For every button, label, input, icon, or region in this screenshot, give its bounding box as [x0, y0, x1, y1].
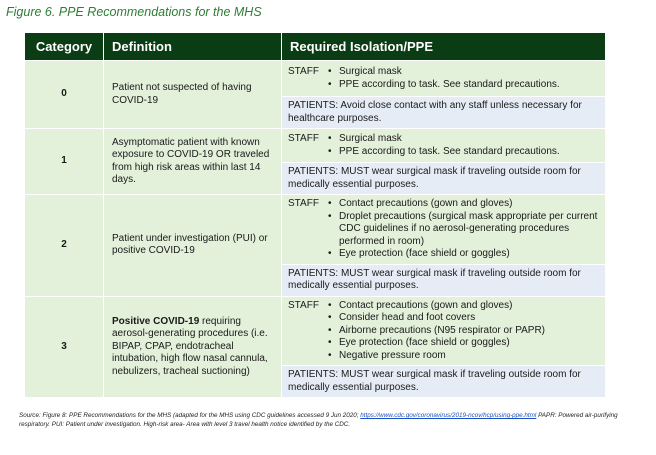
definition-text: requiring aerosol-generating procedures (i.e. BIPAP, CPAP, endotracheal intubation, high flow nasal cannula, nebulizers, tracheal suctioning) [112, 315, 268, 377]
source-prefix: Source: Figure 8: PPE Recommendations for the MHS (adapted for the MHS using CDC guidelines accessed 9 Jun 2020; [19, 412, 361, 419]
figure-title: Figure 6. PPE Recommendations for the MHS [6, 5, 262, 19]
staff-list-item: • Contact precautions (gown and gloves) [328, 198, 599, 211]
staff-list-item: • Airborne precautions (N95 respirator or PAPR) [328, 325, 599, 338]
staff-list-item: • Contact precautions (gown and gloves) [328, 300, 599, 313]
header-isolation: Required Isolation/PPE [282, 33, 606, 61]
table-body [25, 61, 606, 398]
patients-cell: PATIENTS: MUST wear surgical mask if traveling outside room for medically essential purposes. [282, 264, 606, 296]
table-row [25, 129, 606, 163]
header-category: Category [25, 33, 104, 61]
table-row [25, 296, 606, 366]
source-link[interactable]: https://www.cdc.gov/coronavirus/2019-ncov/hcp/using-ppe.html [360, 412, 537, 419]
staff-cell [282, 296, 606, 366]
staff-cell [282, 61, 606, 97]
staff-list [328, 300, 599, 363]
staff-cell [282, 129, 606, 163]
definition-text: Asymptomatic patient with known exposure to COVID-19 OR traveled from high risk areas within last 14 days. [112, 136, 270, 185]
staff-label: STAFF [288, 299, 319, 311]
category-cell: 1 [25, 129, 104, 195]
definition-text: Patient not suspected of having COVID-19 [112, 82, 252, 106]
staff-label: STAFF [288, 133, 319, 144]
table-row [25, 61, 606, 97]
staff-list-item: • Eye protection (face shield or goggles) [328, 337, 599, 350]
definition-text: Patient under investigation (PUI) or positive COVID-19 [112, 232, 268, 257]
ppe-table [24, 32, 606, 398]
staff-list-item: • Negative pressure room [328, 350, 599, 363]
staff-list-item: • PPE according to task. See standard precautions. [328, 146, 599, 159]
category-cell: 3 [25, 296, 104, 398]
header-definition: Definition [104, 33, 282, 61]
staff-list [328, 198, 599, 261]
staff-list-item: • Surgical mask [328, 133, 599, 146]
patients-cell: PATIENTS: MUST wear surgical mask if traveling outside room for medically essential purposes. [282, 366, 606, 398]
patients-cell: PATIENTS: MUST wear surgical mask if traveling outside room for medically essential purposes. [282, 163, 606, 195]
table-header-row [25, 33, 606, 61]
source-suffix: PAPR: Powered air-purifying respiratory. PUI: Patient under investigation. High-risk area- Area with level 3 travel health notice identified by the CDC. [19, 412, 618, 428]
table-row [25, 195, 606, 265]
staff-cell [282, 195, 606, 265]
definition-cell [104, 129, 282, 195]
staff-list [328, 66, 599, 91]
category-cell: 2 [25, 195, 104, 297]
staff-list [328, 133, 599, 158]
definition-cell [104, 61, 282, 129]
staff-label: STAFF [288, 66, 319, 77]
staff-label: STAFF [288, 198, 319, 209]
definition-cell [104, 296, 282, 398]
staff-list-item: • Eye protection (face shield or goggles) [328, 248, 599, 261]
staff-list-item: • Surgical mask [328, 66, 599, 79]
definition-bold: Positive COVID-19 [112, 315, 200, 327]
patients-cell: PATIENTS: Avoid close contact with any staff unless necessary for healthcare purposes. [282, 97, 606, 129]
category-cell: 0 [25, 61, 104, 129]
definition-cell [104, 195, 282, 297]
staff-list-item: • PPE according to task. See standard precautions. [328, 79, 599, 92]
staff-list-item: • Consider head and foot covers [328, 312, 599, 325]
staff-list-item: • Droplet precautions (surgical mask appropriate per current CDC guidelines if no aerosol-generating procedures performed in room) [328, 211, 599, 249]
source-note [19, 411, 619, 429]
